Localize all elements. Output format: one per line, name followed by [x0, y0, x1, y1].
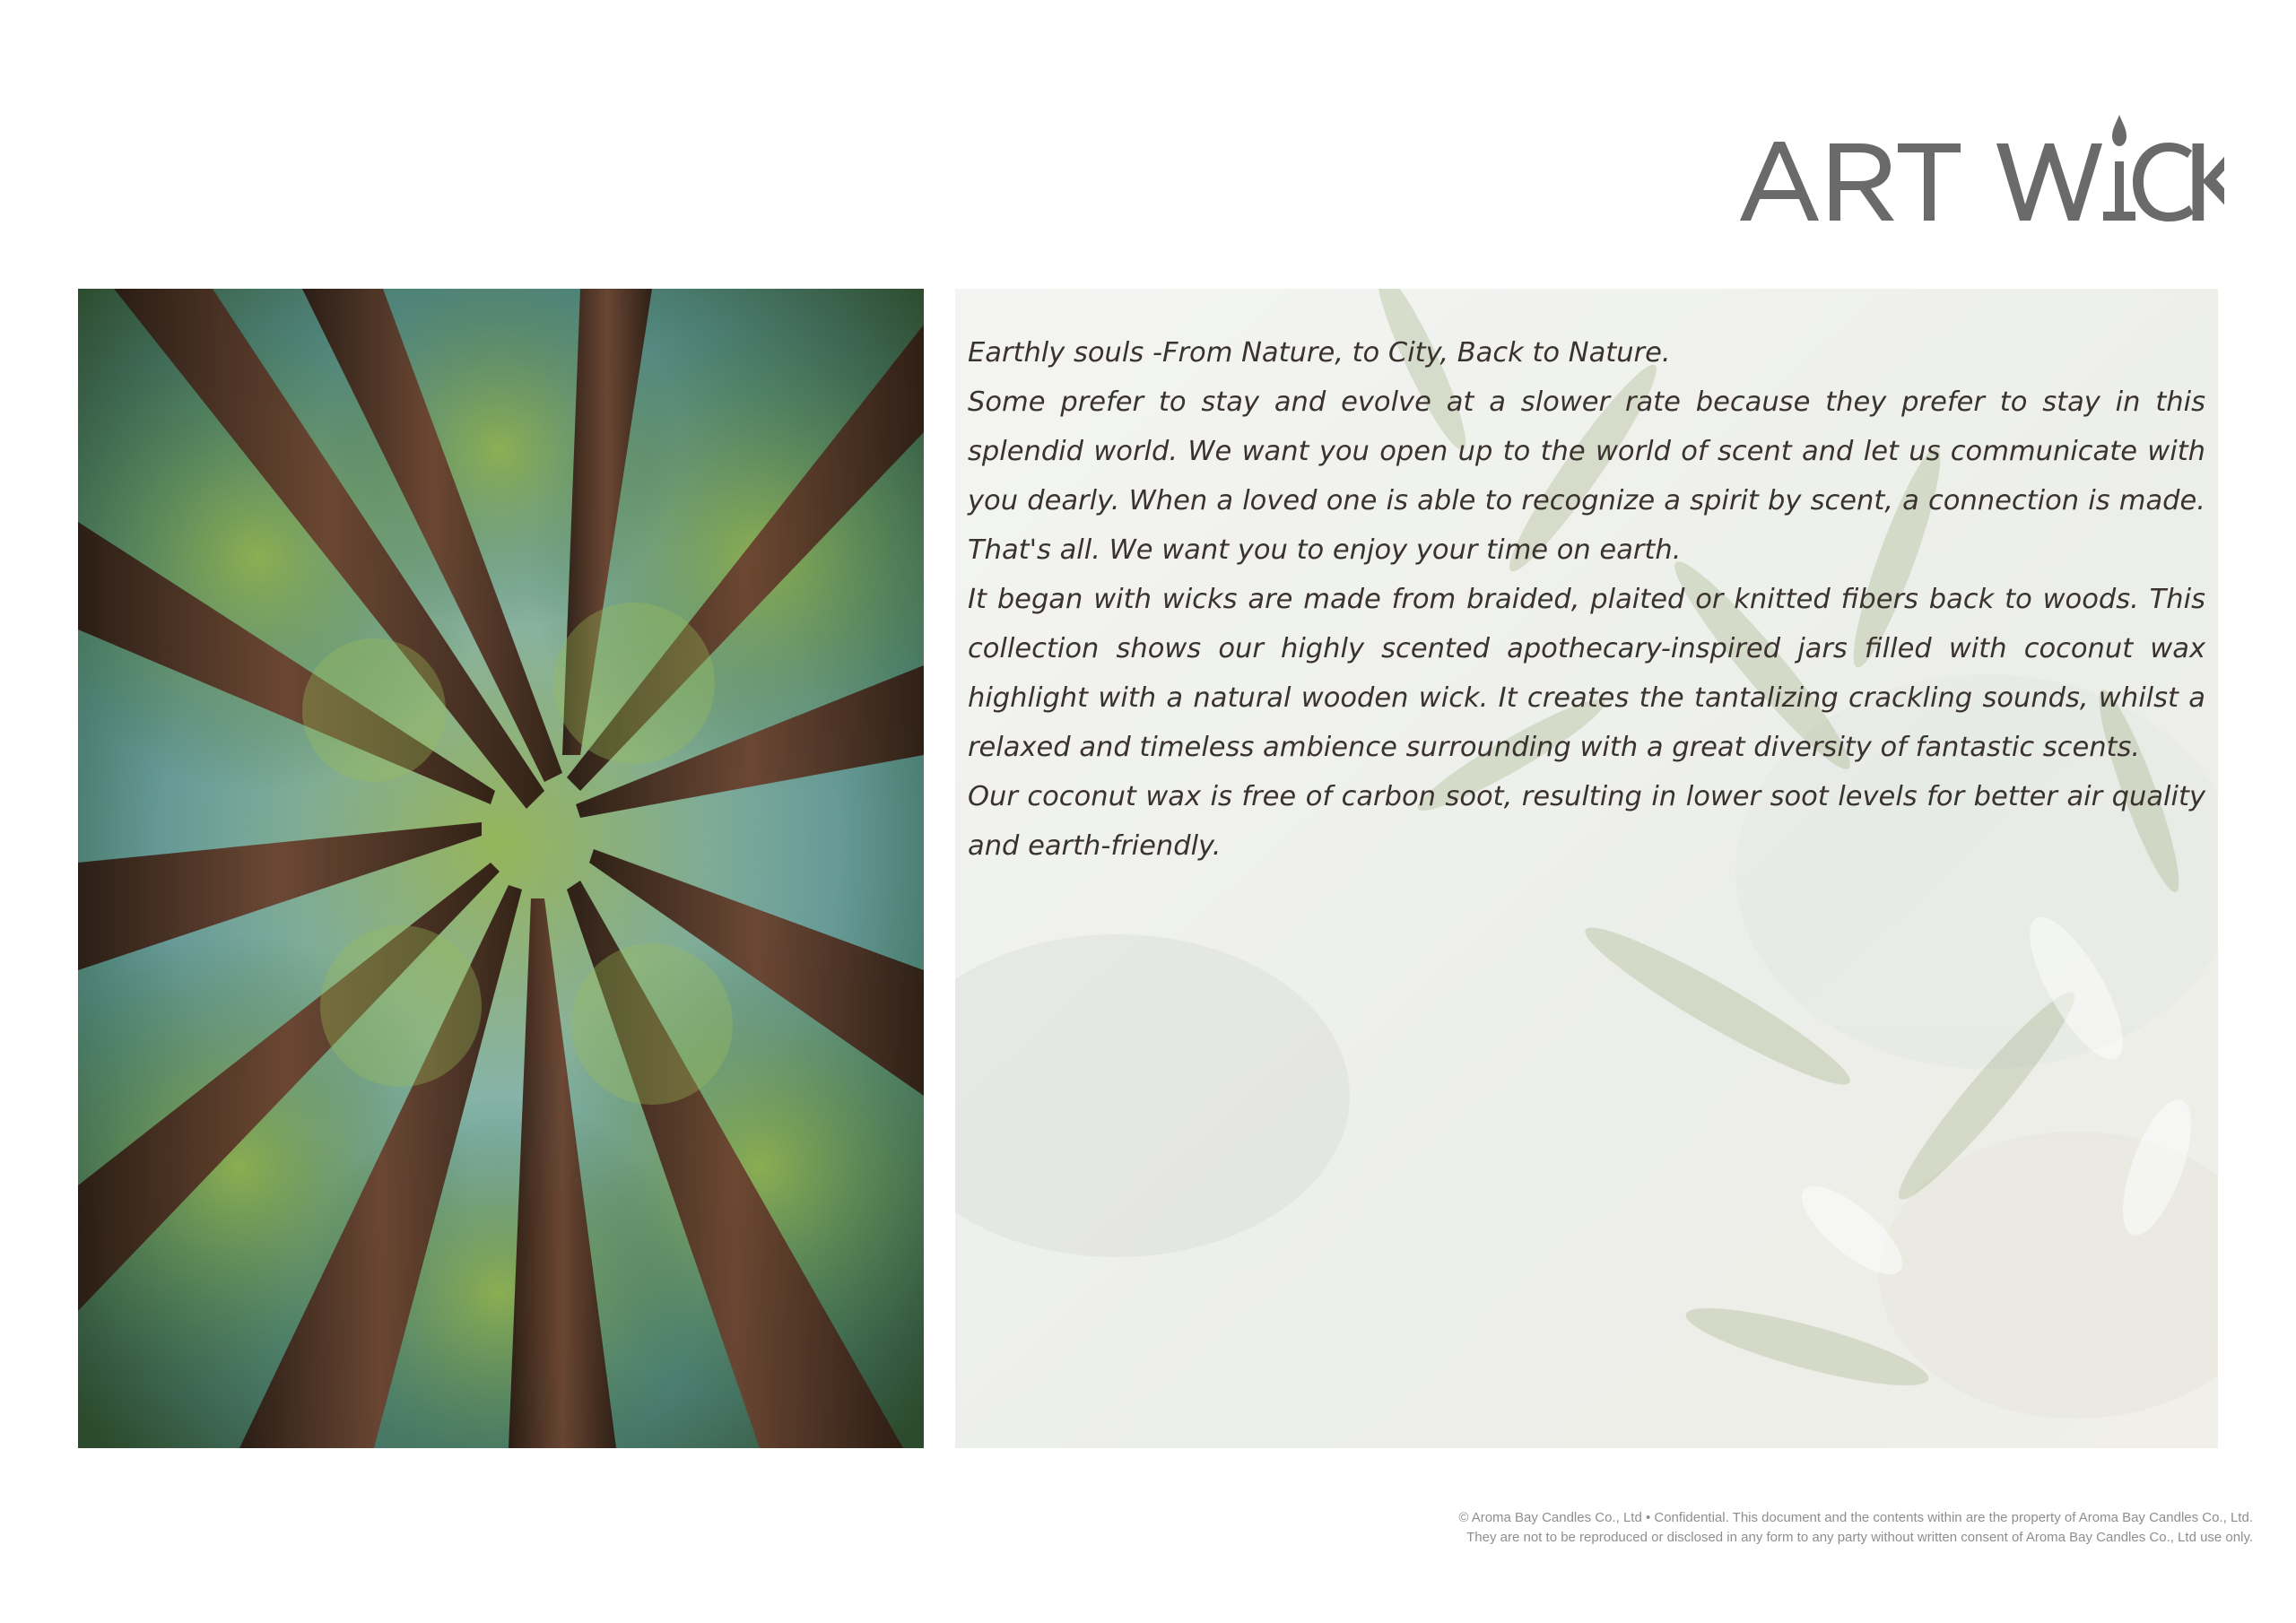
copy-paragraph: Earthly souls -From Nature, to City, Back to Nature. [968, 337, 1671, 369]
brand-logo [1740, 115, 2224, 231]
confidentiality-notice [1177, 1508, 2253, 1548]
copy-paragraph: Our coconut wax is free of carbon soot, resulting in lower soot levels for better air quality and earth-friendly. [968, 781, 2205, 862]
footer-line: They are not to be reproduced or disclosed in any form to any party without written consent of Aroma Bay Candles Co., Ltd use only. [1466, 1530, 2253, 1545]
footer-line: © Aroma Bay Candles Co., Ltd • Confidential. This document and the contents within are the property of Aroma Bay Candles Co., Ltd. [1458, 1510, 2253, 1525]
forest-canopy-image [78, 289, 924, 1448]
copy-paragraph: It began with wicks are made from braided, plaited or knitted fibers back to woods. This collection shows our highly scented apothecary-inspired jars filled with coconut wax highlight with a natural wooden wick. It creates the tantalizing crackling sounds, whilst a relaxed and timeless ambience surrounding with a great diversity of fantastic scents. [968, 584, 2205, 763]
description-panel [955, 289, 2218, 1448]
copy-paragraph: Some prefer to stay and evolve at a slower rate because they prefer to stay in this splendid world. We want you open up to the world of scent and let us communicate with you dearly. When a loved one is able to recognize a spirit by scent, a connection is made. That's all. We want you to enjoy your time on earth. [968, 386, 2205, 566]
description-copy [968, 328, 2205, 871]
